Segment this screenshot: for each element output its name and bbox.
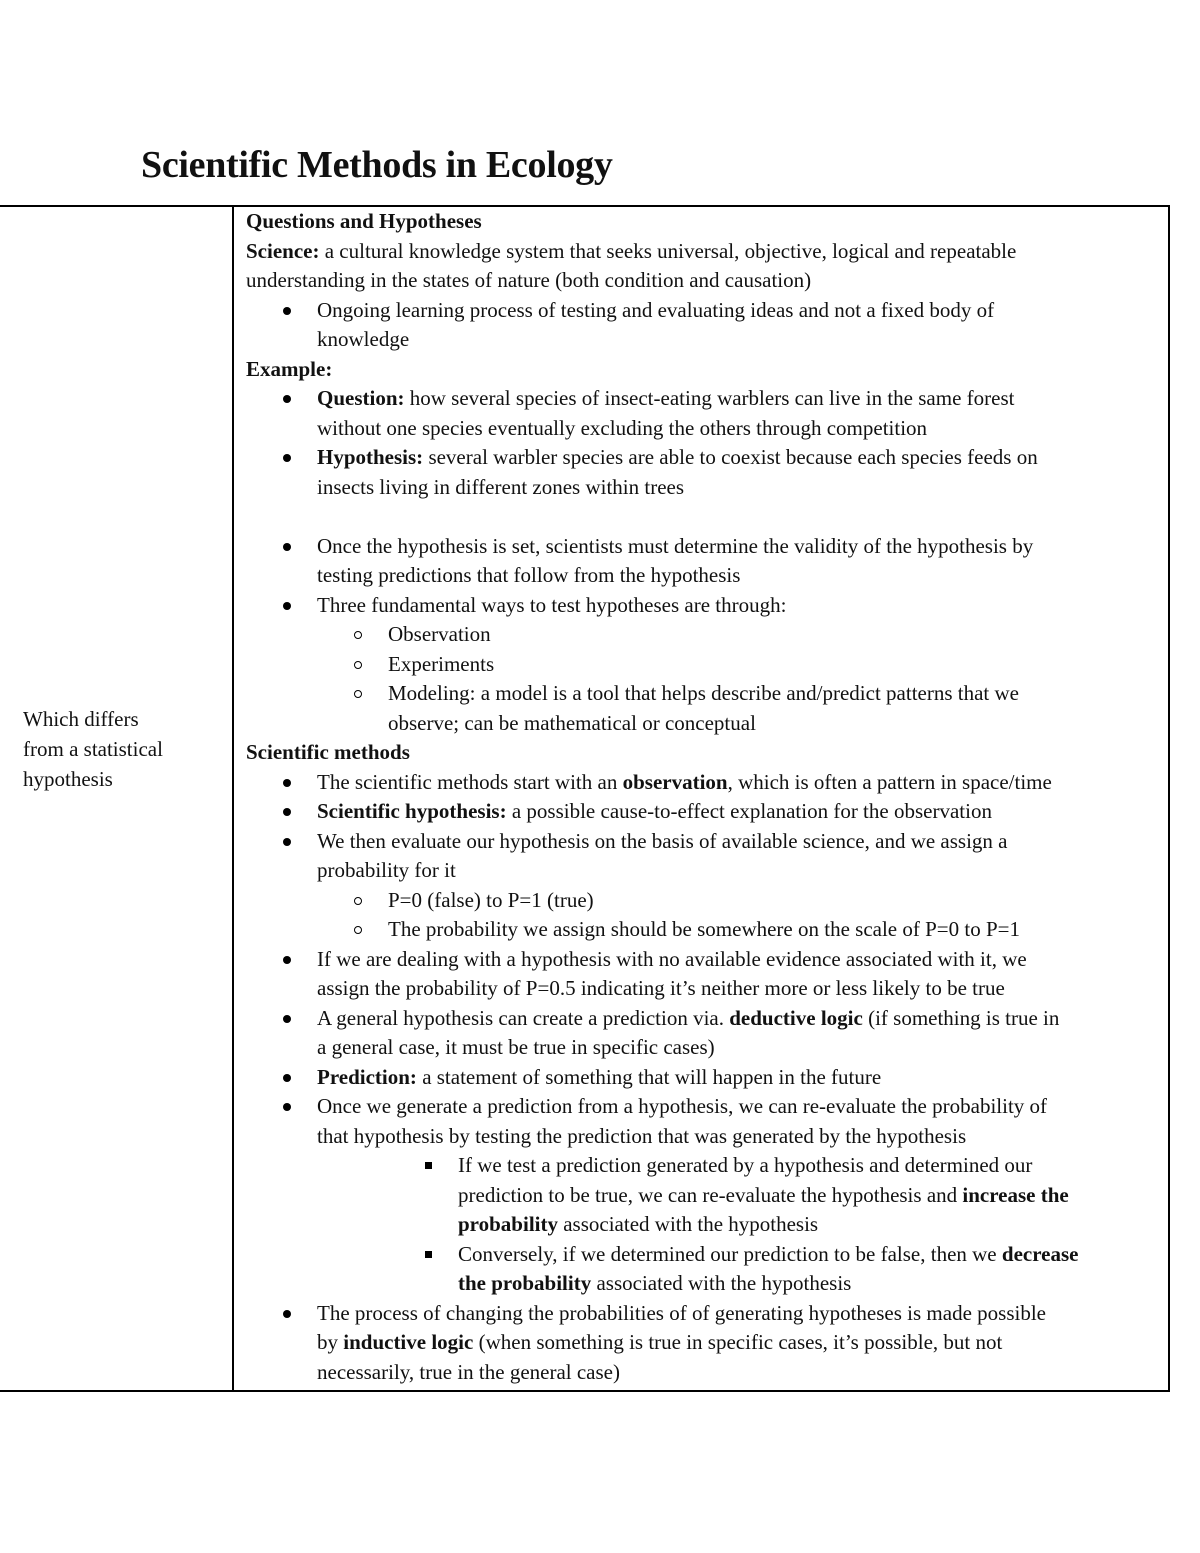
bullet-text: that hypothesis by testing the prediction that was generated by the hypothesis: [317, 1123, 967, 1148]
methods-heading: Scientific methods: [246, 740, 410, 764]
bullet-text: Once the hypothesis is set, scientists must determine the validity of the hypothesis by: [317, 533, 1034, 558]
question-text: how several species of insect-eating warblers can live in the same forest: [404, 386, 1015, 410]
science-definition: [246, 237, 1161, 267]
bullet-text: (when something is true in specific cases, it’s possible, but not: [473, 1330, 1003, 1354]
questions-heading: Questions and Hypotheses: [246, 209, 482, 233]
bold-term: observation: [622, 769, 728, 794]
bullet-text: The scientific methods start with an: [317, 769, 623, 794]
square-bullet: [246, 1240, 1161, 1299]
left-note-line: hypothesis: [23, 767, 113, 791]
left-note: [23, 704, 223, 794]
bullet-item: [246, 827, 1161, 886]
bullet-text: a possible cause-to-effect explanation for the observation: [506, 799, 992, 823]
bold-term: probability: [458, 1212, 558, 1236]
bullet-item: [246, 532, 1161, 591]
bullet-text: Conversely, if we determined our prediction to be false, then we: [458, 1241, 1002, 1266]
bullet-text: by: [317, 1330, 344, 1354]
sub-bullet-experiments: Experiments: [246, 650, 1161, 680]
science-label: Science:: [246, 238, 320, 263]
sub-bullet-text: Modeling: a model is a tool that helps describe and/predict patterns that we: [388, 681, 1019, 705]
bullet-text: , which is often a pattern in space/time: [727, 769, 1052, 794]
question-label: Question:: [317, 386, 405, 410]
bullet-text: Ongoing learning process of testing and evaluating ideas and not a fixed body of: [317, 297, 995, 322]
bullet-text: necessarily, true in the general case): [317, 1359, 620, 1384]
spacer: [246, 502, 1161, 532]
right-column: [246, 207, 1161, 1387]
bullet-text: assign the probability of P=0.5 indicating it’s neither more or less likely to be true: [317, 976, 1005, 1000]
bullet-text: prediction to be true, we can re-evaluate the hypothesis and: [458, 1182, 963, 1207]
bullet-text: a statement of something that will happen in the future: [416, 1064, 882, 1089]
bullet-text: knowledge: [317, 327, 410, 351]
bullet-item: [246, 1299, 1161, 1388]
sub-bullet-modeling: [246, 679, 1161, 738]
bold-term: deductive logic: [729, 1005, 863, 1030]
bullet-text: testing predictions that follow from the hypothesis: [317, 563, 741, 587]
left-note-line: from a statistical: [23, 737, 163, 761]
bullet-item: [246, 1004, 1161, 1063]
example-heading: Example:: [246, 356, 333, 381]
science-text: a cultural knowledge system that seeks universal, objective, logical and repeatable: [319, 238, 1017, 263]
bold-term: the probability: [458, 1271, 592, 1295]
science-definition-cont: understanding in the states of nature (both condition and causation): [246, 268, 812, 292]
left-column: [0, 207, 234, 1390]
notes-table: [0, 205, 1170, 1392]
page-title: Scientific Methods in Ecology: [141, 144, 613, 186]
question-bullet: [246, 384, 1161, 443]
bullet-item: [246, 768, 1161, 798]
bold-term: increase the: [962, 1182, 1069, 1207]
bold-term: decrease: [1001, 1241, 1079, 1266]
bold-term: Prediction:: [317, 1064, 417, 1089]
bullet-text: probability for it: [317, 858, 456, 882]
hypothesis-label: Hypothesis:: [317, 445, 424, 469]
bullet-text: We then evaluate our hypothesis on the basis of available science, and we assign a: [317, 828, 1008, 853]
sub-bullet: P=0 (false) to P=1 (true): [246, 886, 1161, 916]
bullet-text: The process of changing the probabilities of of generating hypotheses is made possible: [317, 1300, 1046, 1325]
hypothesis-text-cont: insects living in different zones within trees: [317, 474, 685, 499]
hypothesis-text: several warbler species are able to coexist because each species feeds on: [423, 445, 1038, 469]
bullet-text: associated with the hypothesis: [591, 1271, 852, 1295]
bullet-text: A general hypothesis can create a prediction via.: [317, 1005, 730, 1030]
bullet-text: If we test a prediction generated by a hypothesis and determined our: [458, 1153, 1033, 1177]
bullet-item: [246, 296, 1161, 355]
question-text-cont: without one species eventually excluding the others through competition: [317, 415, 928, 440]
sub-bullet-observation: Observation: [246, 620, 1161, 650]
bullet-text: Once we generate a prediction from a hypothesis, we can re-evaluate the probability of: [317, 1094, 1048, 1118]
sub-bullet: The probability we assign should be somewhere on the scale of P=0 to P=1: [246, 915, 1161, 945]
bullet-item: [246, 945, 1161, 1004]
bold-term: inductive logic: [343, 1330, 474, 1354]
bullet-text: associated with the hypothesis: [557, 1212, 819, 1236]
bullet-item: [246, 797, 1161, 827]
bullet-item: Three fundamental ways to test hypotheses are through:: [246, 591, 1161, 621]
square-bullet: [246, 1151, 1161, 1240]
hypothesis-bullet: [246, 443, 1161, 502]
bullet-item: [246, 1063, 1161, 1093]
bullet-text: If we are dealing with a hypothesis with no available evidence associated with it, we: [317, 946, 1027, 971]
bullet-text: a general case, it must be true in specific cases): [317, 1035, 715, 1059]
bold-term: Scientific hypothesis:: [317, 799, 507, 823]
left-note-line: Which differs: [23, 707, 139, 731]
bullet-item: [246, 1092, 1161, 1151]
bullet-text: (if something is true in: [862, 1005, 1060, 1030]
sub-bullet-text: observe; can be mathematical or conceptual: [388, 710, 756, 735]
